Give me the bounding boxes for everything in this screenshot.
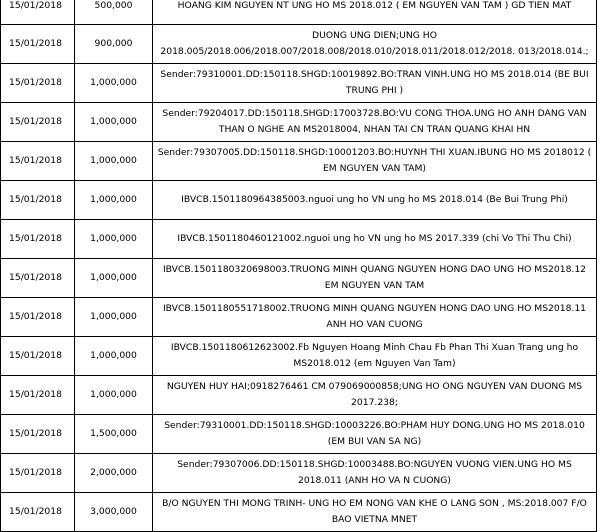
date-cell[interactable]: 15/01/2018 [1, 220, 75, 259]
table-row [1, 0, 597, 25]
date-cell[interactable]: 15/01/2018 [1, 25, 75, 64]
description-cell[interactable]: IBVCB.1501180460121002.nguoi ung ho VN ung ho MS 2017.339 (chi Vo Thi Thu Chi) [153, 220, 597, 259]
amount-cell[interactable]: 1,000,000 [75, 181, 153, 220]
date-cell[interactable]: 15/01/2018 [1, 103, 75, 142]
amount-cell[interactable]: 3,000,000 [75, 493, 153, 532]
table-row [1, 298, 597, 337]
description-cell[interactable]: IBVCB.1501180320698003.TRUONG MINH QUANG NGUYEN HONG DAO UNG HO MS2018.12 EM NGUYEN VAN TAM [153, 259, 597, 298]
table-row [1, 259, 597, 298]
date-cell[interactable]: 15/01/2018 [1, 64, 75, 103]
amount-cell[interactable]: 1,000,000 [75, 337, 153, 376]
amount-cell[interactable]: 1,000,000 [75, 142, 153, 181]
description-cell[interactable]: NGUYEN HUY HAI;0918276461 CM 079069000858;UNG HO ONG NGUYEN VAN DUONG MS 2017.238; [153, 376, 597, 415]
description-cell[interactable]: IBVCB.1501180551718002.TRUONG MINH QUANG NGUYEN HONG DAO UNG HO MS2018.11 ANH HO VAN CUONG [153, 298, 597, 337]
date-cell[interactable]: 15/01/2018 [1, 181, 75, 220]
table-row [1, 376, 597, 415]
date-cell[interactable]: 15/01/2018 [1, 376, 75, 415]
amount-cell[interactable]: 1,500,000 [75, 415, 153, 454]
date-cell[interactable]: 15/01/2018 [1, 259, 75, 298]
description-cell[interactable]: Sender:79310001.DD:150118.SHGD:10019892.BO:TRAN VINH.UNG HO MS 2018.014 (BE BUI TRUNG PHI ) [153, 64, 597, 103]
table-row [1, 181, 597, 220]
date-cell[interactable]: 15/01/2018 [1, 298, 75, 337]
amount-cell[interactable]: 1,000,000 [75, 64, 153, 103]
table-row [1, 64, 597, 103]
description-cell[interactable]: Sender:79310001.DD:150118.SHGD:10003226.BO:PHAM HUY DONG.UNG HO MS 2018.010 (EM BUI VAN SA NG) [153, 415, 597, 454]
amount-cell[interactable]: 1,000,000 [75, 259, 153, 298]
table-row [1, 493, 597, 532]
amount-cell[interactable]: 1,000,000 [75, 103, 153, 142]
description-cell[interactable]: Sender:79307005.DD:150118.SHGD:10001203.BO:HUYNH THI XUAN.IBUNG HO MS 2018012 ( EM NGUYEN VAN TAM) [153, 142, 597, 181]
date-cell[interactable]: 15/01/2018 [1, 0, 75, 25]
description-cell[interactable]: Sender:79307006.DD:150118.SHGD:10003488.BO:NGUYEN VUONG VIEN.UNG HO MS 2018.011 (ANH HO VA N CUONG) [153, 454, 597, 493]
table-row [1, 337, 597, 376]
amount-cell[interactable]: 1,000,000 [75, 376, 153, 415]
amount-cell[interactable]: 900,000 [75, 25, 153, 64]
table-row [1, 142, 597, 181]
date-cell[interactable]: 15/01/2018 [1, 454, 75, 493]
table-row [1, 220, 597, 259]
amount-cell[interactable]: 2,000,000 [75, 454, 153, 493]
table-row [1, 415, 597, 454]
table-row [1, 454, 597, 493]
date-cell[interactable]: 15/01/2018 [1, 415, 75, 454]
table-row [1, 103, 597, 142]
description-cell[interactable]: Sender:79204017.DD:150118.SHGD:17003728.BO:VU CONG THOA.UNG HO ANH DANG VAN THAN O NGHE AN MS2018004, NHAN TAI CN TRAN QUANG KHAI HN [153, 103, 597, 142]
amount-cell[interactable]: 500,000 [75, 0, 153, 25]
date-cell[interactable]: 15/01/2018 [1, 142, 75, 181]
amount-cell[interactable]: 1,000,000 [75, 220, 153, 259]
description-cell[interactable]: B/O NGUYEN THI MONG TRINH- UNG HO EM NONG VAN KHE O LANG SON , MS:2018.007 F/O BAO VIETNA MNET [153, 493, 597, 532]
description-cell[interactable]: IBVCB.1501180612623002.Fb Nguyen Hoang Minh Chau Fb Phan Thi Xuan Trang ung ho MS2018.012 (em Nguyen Van Tam) [153, 337, 597, 376]
table-row [1, 25, 597, 64]
date-cell[interactable]: 15/01/2018 [1, 337, 75, 376]
amount-cell[interactable]: 1,000,000 [75, 298, 153, 337]
description-cell[interactable]: IBVCB.1501180964385003.nguoi ung ho VN ung ho MS 2018.014 (Be Bui Trung Phi) [153, 181, 597, 220]
description-cell[interactable]: HOANG KIM NGUYEN NT UNG HO MS 2018.012 ( EM NGUYEN VAN TAM ) GD TIEN MAT [153, 0, 597, 25]
description-cell[interactable]: DUONG UNG DIEN;UNG HO 2018.005/2018.006/2018.007/2018.008/2018.010/2018.011/2018.012/2018. 013/2018.014.; [153, 25, 597, 64]
date-cell[interactable]: 15/01/2018 [1, 493, 75, 532]
